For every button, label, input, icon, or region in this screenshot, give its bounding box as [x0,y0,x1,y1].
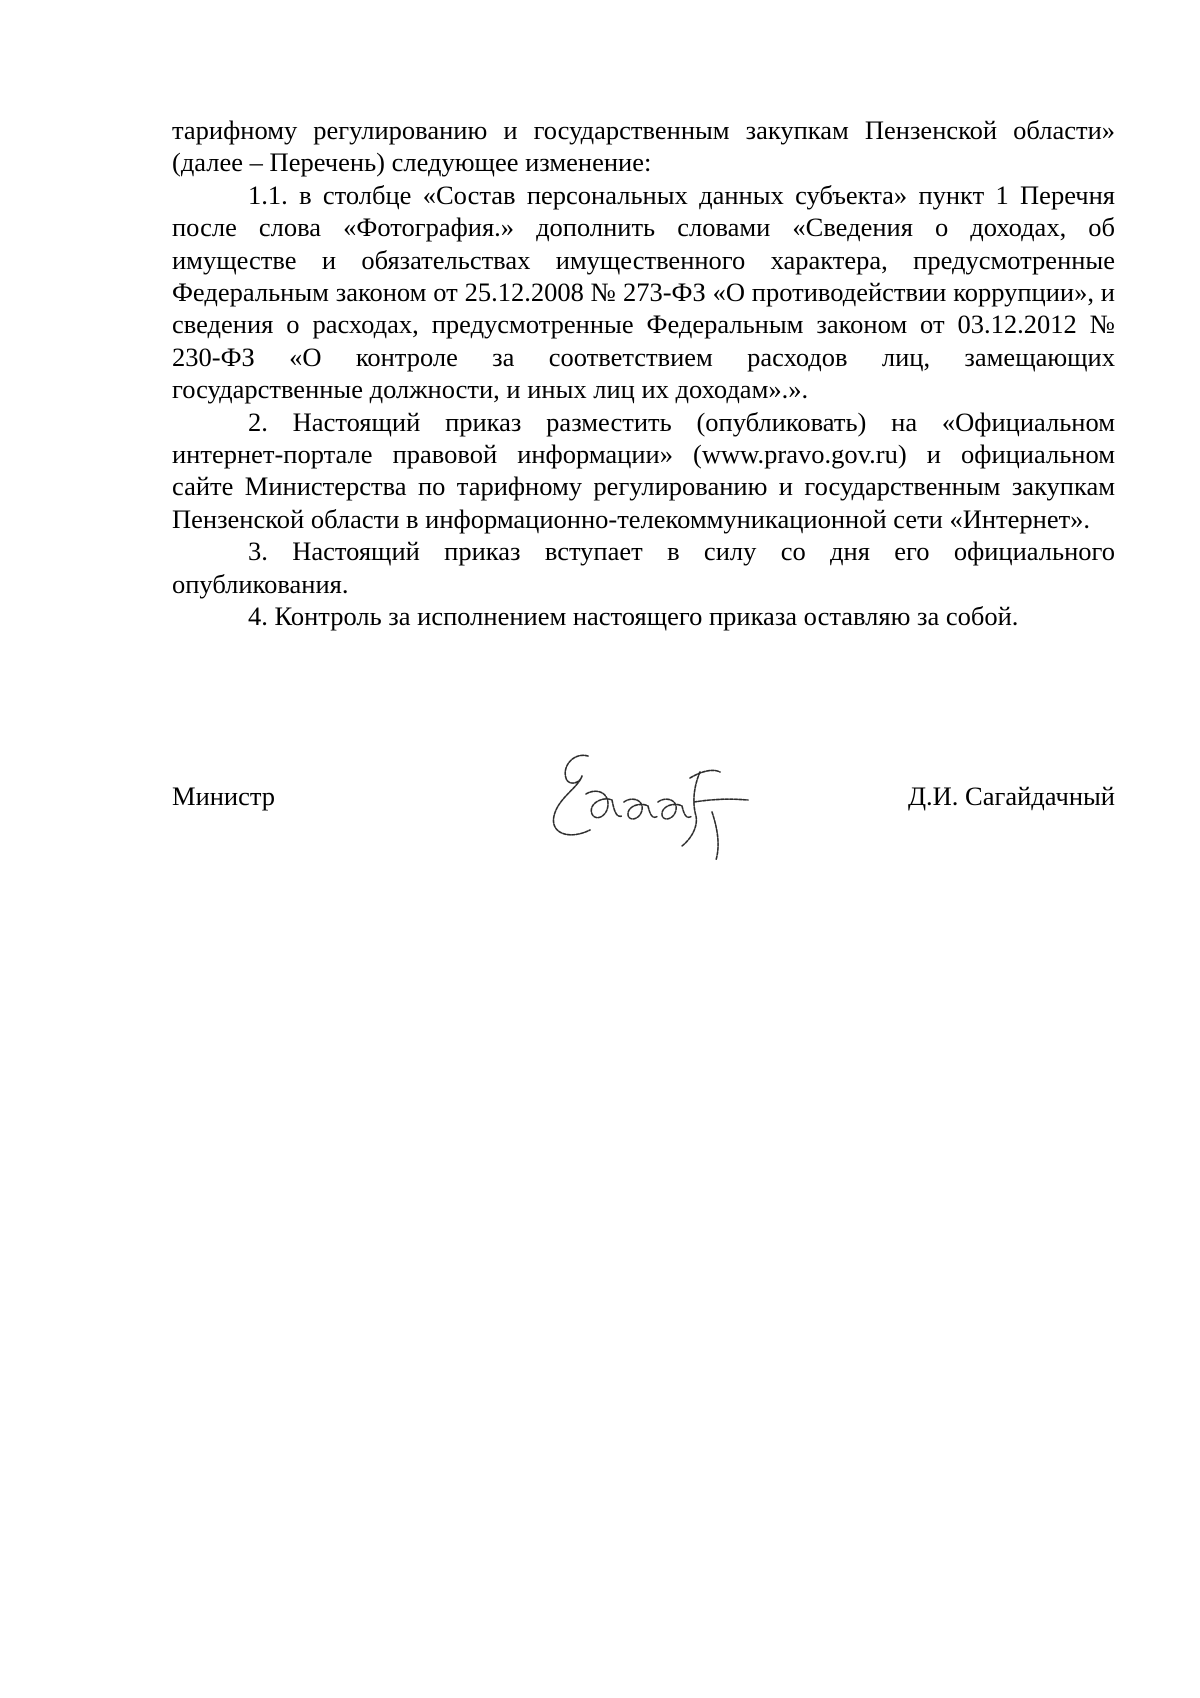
document-body [172,114,1115,633]
signature-block [172,780,1115,900]
paragraph-continuation: тарифному регулированию и государственным закупкам Пензенской области» (далее – Перечень) следующее изменение: [172,115,1115,178]
paragraph-clause-2: 2. Настоящий приказ разместить (опубликовать) на «Официальном интернет-портале правовой информации» (www.pravo.gov.ru) и официальном сайте Министерства по тарифному регулированию и государственным закупкам Пензенской области в информационно-телекоммуникационной сети «Интернет». [172,406,1115,534]
paragraph-clause-1-1: 1.1. в столбце «Состав персональных данных субъекта» пункт 1 Перечня после слова «Фотография.» дополнить словами «Сведения о доходах, об имуществе и обязательствах имущественного характера, предусмотренные Федеральным законом от 25.12.2008 № 273-ФЗ «О противодействии коррупции», и сведения о расходах, предусмотренные Федеральным законом от 03.12.2012 № 230-ФЗ «О контроле за соответствием расходов лиц, замещающих государственные должности, и иных лиц их доходам».». [172,179,1115,405]
paragraph-clause-3: 3. Настоящий приказ вступает в силу со дня его официального опубликования. [172,536,1115,599]
paragraph-clause-4: 4. Контроль за исполнением настоящего приказа оставляю за собой. [248,601,1019,632]
handwritten-signature [524,742,764,862]
signatory-position: Министр [172,781,276,811]
signatory-name: Д.И. Сагайдачный [907,781,1115,811]
